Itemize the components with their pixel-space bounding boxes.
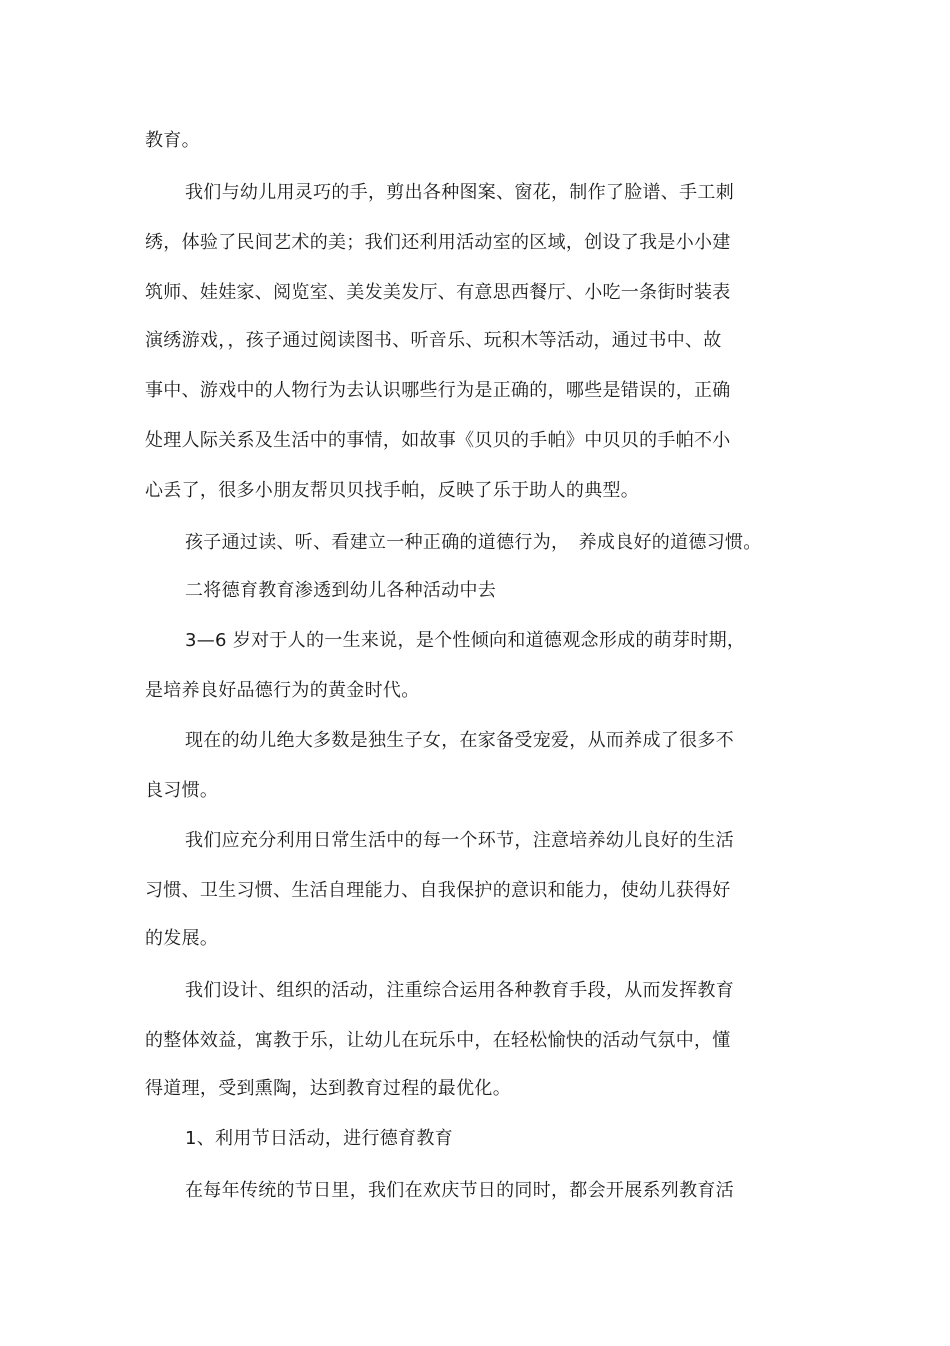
text-line: 是培养良好品德行为的黄金时代。 xyxy=(145,680,420,701)
text-line: 3—6 岁对于人的一生来说，是个性倾向和道德观念形成的萌芽时期， xyxy=(185,630,746,651)
text-line: 的整体效益，寓教于乐，让幼儿在玩乐中，在轻松愉快的活动气氛中，懂 xyxy=(145,1030,731,1051)
text-line: 良习惯。 xyxy=(145,780,219,801)
text-line: 我们设计、组织的活动，注重综合运用各种教育手段，从而发挥教育 xyxy=(185,980,734,1001)
text-line: 的发展。 xyxy=(145,928,219,949)
text-line: 绣，体验了民间艺术的美；我们还利用活动室的区域，创设了我是小小建 xyxy=(145,232,731,253)
text-line: 心丢了，很多小朋友帮贝贝找手帕，反映了乐于助人的典型。 xyxy=(145,480,640,501)
text-line: 得道理，受到熏陶，达到教育过程的最优化。 xyxy=(145,1078,511,1099)
text-line: 现在的幼儿绝大多数是独生子女，在家备受宠爱，从而养成了很多不 xyxy=(185,730,734,751)
text-line: 处理人际关系及生活中的事情，如故事《贝贝的手帕》中贝贝的手帕不小 xyxy=(145,430,731,451)
text-line: 演绣游戏，，孩子通过阅读图书、听音乐、玩积木等活动，通过书中、故 xyxy=(145,330,722,351)
text-line: 筑师、娃娃家、阅览室、美发美发厅、有意思西餐厅、小吃一条街时装表 xyxy=(145,282,731,303)
text-line: 我们应充分利用日常生活中的每一个环节，注意培养幼儿良好的生活 xyxy=(185,830,734,851)
text-line: 教育。 xyxy=(145,130,200,151)
text-line: 我们与幼儿用灵巧的手，剪出各种图案、窗花，制作了脸谱、手工刺 xyxy=(185,182,734,203)
text-line: 事中、游戏中的人物行为去认识哪些行为是正确的，哪些是错误的，正确 xyxy=(145,380,731,401)
text-line: 孩子通过读、听、看建立一种正确的道德行为， 养成良好的道德习惯。 xyxy=(185,532,762,553)
text-line: 在每年传统的节日里，我们在欢庆节日的同时，都会开展系列教育活 xyxy=(185,1180,734,1201)
subsection-heading: 1、利用节日活动，进行德育教育 xyxy=(185,1128,453,1149)
section-heading: 二将德育教育渗透到幼儿各种活动中去 xyxy=(185,580,497,601)
text-line: 习惯、卫生习惯、生活自理能力、自我保护的意识和能力，使幼儿获得好 xyxy=(145,880,731,901)
